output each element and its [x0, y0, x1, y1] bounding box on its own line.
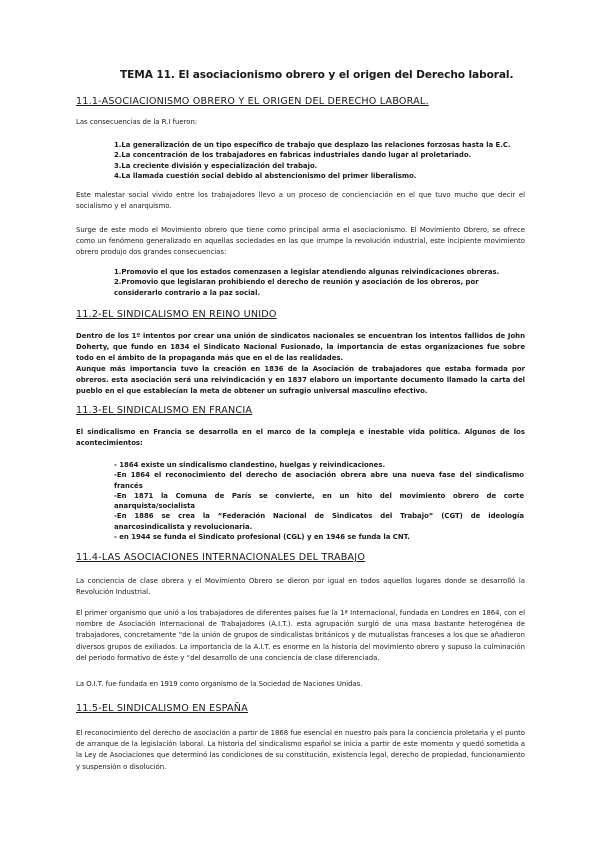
list-item: -En 1871 la Comuna de París se convierte, en un hito del movimiento obrero de corte anarquista/socialista [114, 491, 524, 511]
list-item: -En 1886 se crea la “Federación Nacional de Sindicatos del Trabajo” (CGT) de ideología anarcosindicalista y revolucionaria. [114, 512, 524, 531]
section-heading-11-4: 11.4-LAS ASOCIACIONES INTERNACIONALES DEL TRABAJO [76, 552, 366, 563]
section-11-1-intro: Las consecuencias de la R.I fueron: [76, 118, 198, 126]
section-11-4-paragraph-1: La conciencia de clase obrera y el Movimiento Obrero se dieron por igual en todos aquellos lugares donde se desarrolló la Revolución Industrial. [76, 577, 525, 597]
list-item: 2.Promovio que legislaran prohibiendo el derecho de reunión y asociación de los obreros, por considerarlo contrario a la paz social. [114, 278, 479, 297]
section-11-3-intro: El sindicalismo en Francia se desarrolla en el marco de la compleja e inestable vida política. Algunos de los acontecimientos: [76, 428, 525, 448]
section-heading-11-1: 11.1-ASOCIACIONISMO OBRERO Y EL ORIGEN DEL DERECHO LABORAL. [76, 96, 429, 107]
list-item: -En 1864 el reconocimiento del derecho de asociación obrera abre una nueva fase del sindicalismo francés [114, 471, 524, 490]
section-11-5-paragraph-1: El reconocimiento del derecho de asociación a partir de 1868 fue esencial en nuestro país para la conciencia proletaria y el punto de arranque de la legislación laboral. La historia del sindicalismo español se inicia a partir de este momento y quedó sometida a la Ley de Asociaciones que determinó las condiciones de su constitución, existencia legal, derecho de propiedad, funcionamiento y suspensión o disolución. [76, 729, 525, 771]
section-11-1-paragraph-2: Surge de este modo el Movimiento obrero que tiene como principal arma el asociacionismo. El Movimiento Obrero, se ofrece como un fenómeno generalizado en aquellas sociedades en las que irrumpe la revolución industrial, este incipiente movimiento obrero produjo dos grandes consecuencias: [76, 226, 525, 257]
document-title: TEMA 11. El asociacionismo obrero y el origen del Derecho laboral. [120, 69, 514, 81]
list-item: 1.La generalización de un tipo específico de trabajo que desplazo las relaciones forzosas hasta la E.C. [114, 141, 511, 149]
list-item: 1.Promovio el que los estados comenzasen a legislar atendiendo algunas reivindicaciones obreras. [114, 268, 500, 276]
consequences-list [114, 140, 524, 181]
section-11-1-paragraph-1: Este malestar social vivido entre los trabajadores llevo a un proceso de concienciación en el que tuvo mucho que decir el socialismo y el anarquismo. [76, 191, 525, 211]
events-list [114, 460, 524, 542]
section-11-2-paragraph-1: Dentro de los 1º intentos por crear una unión de sindicatos nacionales se encuentran los intentos fallidos de John Doherty, que fundo en 1834 el Sindicato Nacional Fusionado, la importancia de estas organizaciones fue sobre todo en el ámbito de la propaganda más que en el de las realidades. [76, 332, 525, 363]
section-11-4-paragraph-3: La O.I.T. fue fundada en 1919 como organismo de la Sociedad de Naciones Unidas. [76, 680, 363, 688]
section-heading-11-5: 11.5-EL SINDICALISMO EN ESPAÑA [76, 703, 248, 714]
section-11-4-paragraph-2: El primer organismo que unió a los trabajadores de diferentes países fue la 1ª Internacional, fundada en Londres en 1864, con el nombre de Asociación Internacional de Trabajadores (A.I.T.). esta agrupación surgió de una masa bastante heterogénea de trabajadores, concretamente “de la unión de grupos de sindicalistas británicos y de mutualistas franceses a los que se añadieron diversos grupos de exiliados. La importancia de la A.I.T. es enorme en la historia del movimiento obrero y supuso la culminación del periodo formativo de éste y “del desarrollo de una conciencia de clase diferenciada. [76, 609, 525, 662]
list-item: 3.La creciente división y especialización del trabajo. [114, 161, 318, 170]
effects-list [114, 267, 524, 298]
list-item: - 1864 existe un sindicalismo clandestino, huelgas y reivindicaciones. [114, 461, 386, 469]
list-item: - en 1944 se funda el Sindicato profesional (CGL) y en 1946 se funda la CNT. [114, 533, 410, 542]
list-item: 2.La concentración de los trabajadores en fabricas industriales dando lugar al proletariado. [114, 151, 472, 160]
list-item: 4.La llamada cuestión social debido al abstencionismo del primer liberalismo. [114, 171, 417, 180]
section-heading-11-3: 11.3-EL SINDICALISMO EN FRANCIA [76, 405, 253, 416]
section-heading-11-2: 11.2-EL SINDICALISMO EN REINO UNIDO [76, 309, 277, 320]
section-11-2-paragraph-2: Aunque más importancia tuvo la creación en 1836 de la Asociación de trabajadores que estaba formada por obreros. esta asociación será una reivindicación y en 1837 elaboro un importante documento llamado la carta del pueblo en el que establecían la meta de obtener un sufragio universal masculino efectivo. [76, 365, 525, 396]
